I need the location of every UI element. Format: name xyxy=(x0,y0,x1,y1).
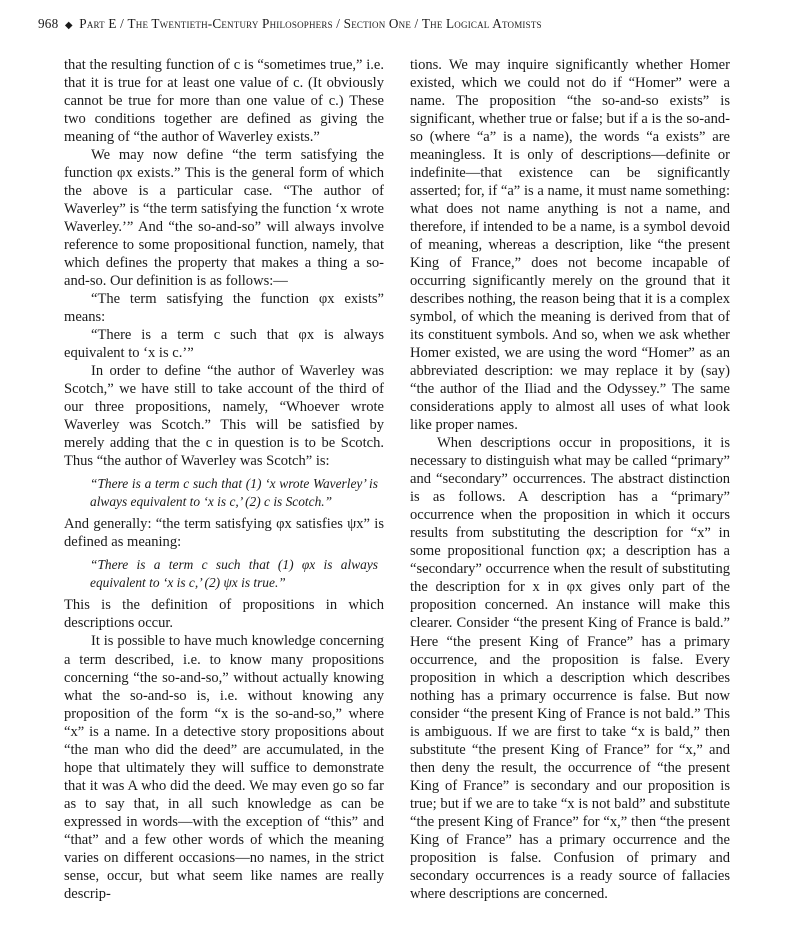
paragraph: This is the definition of propositions in which descriptions occur. xyxy=(64,597,384,632)
paragraph: tions. We may inquire significantly whether Homer existed, which we could not do if “Homer” were a name. The proposition “the so-and-so exists” is significant, whether true or false; but if a is the so-and-so (where “a” is a name), the words “a exists” are meaningless. It is only of descriptions—definite or indefinite—that existence can be significantly asserted; for, if “a” is a name, it must name something: what does not name anything is not a name, and therefore, if intended to be a name, is a symbol devoid of meaning, whereas a description, like “the present King of France,” does not become incapable of occurring significantly merely on the ground that it describes nothing, the reason being that it is a complex symbol, of which the meaning is derived from that of its constituent symbols. And so, when we ask whether Homer existed, we are using the word “Homer” as an abbreviated description: we may replace it by (say) “the author of the Iliad and the Odyssey.” The same considerations apply to almost all uses of what look like proper names. xyxy=(410,57,730,434)
header-separator: / xyxy=(414,16,419,31)
paragraph: that the resulting function of c is “sometimes true,” i.e. that it is true for at least one value of c. (It obviously cannot be true for more than one value of c.) These two conditions together are defined as giving the meaning of “the author of Waverley exists.” xyxy=(64,57,384,146)
paragraph: In order to define “the author of Waverley was Scotch,” we have still to take account of the third of our three propositions, namely, “Whoever wrote Waverley was Scotch.” This will be satisfied by merely adding that the c in question is to be Scotch. Thus “the author of Waverley was Scotch” is: xyxy=(64,363,384,470)
left-column xyxy=(64,56,384,903)
page-number: 968 xyxy=(38,16,59,31)
paragraph: It is possible to have much knowledge concerning a term described, i.e. to know many propositions concerning “the so-and-so,” without actually knowing what the so-and-so is, i.e. without knowing any proposition of the form “x is the so-and-so,” where “x” is a name. In a detective story propositions about “the man who did the deed” are accumulated, in the hope that ultimately they will suffice to demonstrate that it was A who did the deed. We may even go so far as to say that, in all such knowledge as can be expressed in words—with the exception of “this” and “that” and a few other words of which the meaning varies on different occasions—no names, in the strict sense, occur, but what seem like names are really descrip- xyxy=(64,633,384,902)
header-section-title: The Twentieth-Century Philosophers xyxy=(127,16,333,31)
block-quote: “There is a term c such that (1) φx is always equivalent to ‘x is c,’ (2) ψx is true.” xyxy=(90,557,378,591)
header-separator: / xyxy=(120,16,125,31)
header-chapter: The Logical Atomists xyxy=(421,16,542,31)
header-part: Part E xyxy=(79,16,117,31)
paragraph: We may now define “the term satisfying the function φx exists.” This is the general form of which the above is a particular case. “The author of Waverley” is “the term satisfying the function ‘x wrote Waverley.’” And “the so-and-so” will always involve reference to some propositional function, namely, that which defines the property that makes a thing a so-and-so. Our definition is as follows:— xyxy=(64,147,384,290)
header-separator: / xyxy=(336,16,341,31)
paragraph: And generally: “the term satisfying φx satisfies ψx” is defined as meaning: xyxy=(64,516,384,551)
paragraph: “The term satisfying the function φx exists” means: xyxy=(64,291,384,326)
paragraph: When descriptions occur in propositions, it is necessary to distinguish what may be called “primary” and “secondary” occurrences. The abstract distinction is as follows. A description has a “primary” occurrence when the proposition in which it occurs results from substituting the description for “x” in some propositional function φx; a description has a “secondary” occurrence when the result of substituting the description for x in φx gives only part of the proposition concerned. An instance will make this clearer. Consider “the present King of France is bald.” Here “the present King of France” has a primary occurrence, and the proposition is false. Every proposition in which a description which describes nothing has a primary occurrence is false. But now consider “the present King of France is not bald.” This is ambiguous. If we are first to take “x is bald,” then substitute “the present King of France” for “x,” and then deny the result, the occurrence of “the present King of France” is secondary and our proposition is true; but if we are to take “x is not bald” and substitute “the present King of France” for “x,” then “the present King of France” has a primary occurrence and the proposition is false. Confusion of primary and secondary occurrences is a ready source of fallacies where descriptions are concerned. xyxy=(410,435,730,902)
block-quote: “There is a term c such that (1) ‘x wrote Waverley’ is always equivalent to ‘x is c,’ (2) c is Scotch.” xyxy=(90,476,378,510)
right-column xyxy=(410,56,730,903)
paragraph: “There is a term c such that φx is always equivalent to ‘x is c.’” xyxy=(64,327,384,362)
header-section: Section One xyxy=(343,16,412,31)
running-header xyxy=(38,16,778,32)
diamond-ornament-icon: ◆ xyxy=(64,20,73,31)
